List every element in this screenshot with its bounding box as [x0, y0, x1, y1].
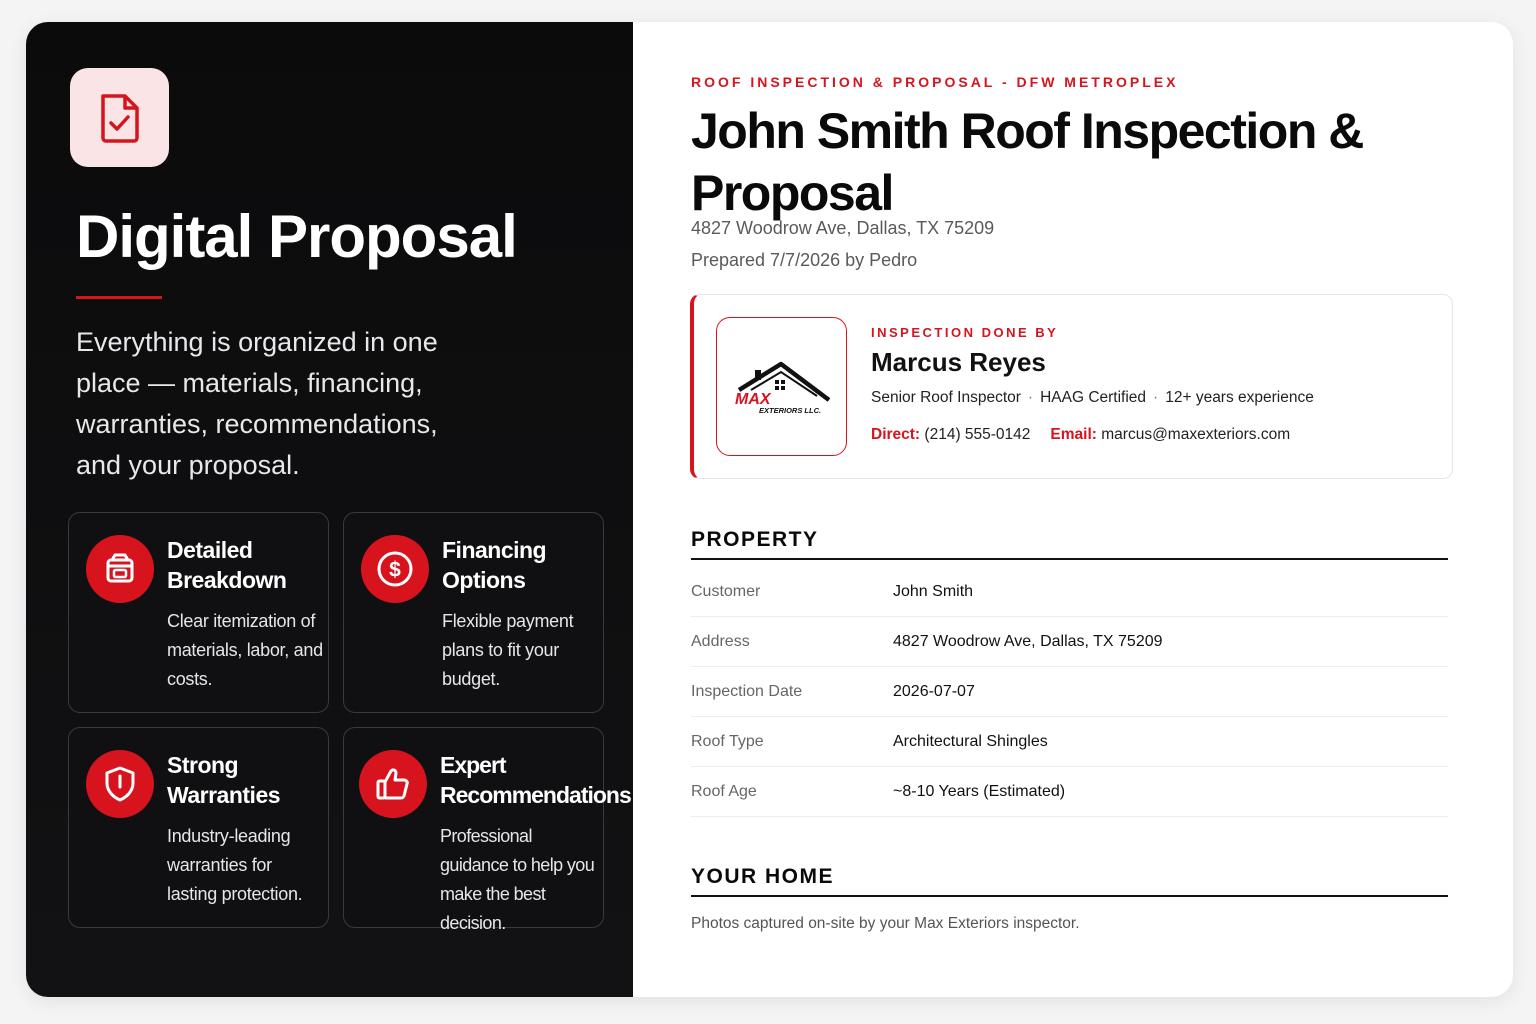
eyebrow-text: ROOF INSPECTION & PROPOSAL - DFW METROPLEX: [691, 74, 1179, 90]
feature-card-breakdown: [68, 512, 329, 713]
left-description: Everything is organized in one place — materials, financing, warranties, recommendations, and your proposal.: [76, 327, 438, 480]
inspector-label: INSPECTION DONE BY: [871, 325, 1059, 340]
logo-text: MAX: [735, 391, 771, 408]
email-link[interactable]: marcus@maxexteriors.com: [1101, 426, 1291, 443]
property-table: [691, 567, 1448, 817]
shield-icon: [86, 750, 154, 818]
inspector-name: Marcus Reyes: [871, 347, 1046, 377]
row-value: 2026-07-07: [893, 683, 975, 700]
table-row: [691, 717, 1448, 767]
feature-title: Detailed Breakdown: [167, 537, 287, 593]
table-row: [691, 667, 1448, 717]
thumbs-up-icon: [359, 750, 427, 818]
inspector-cert: HAAG Certified: [1040, 389, 1147, 406]
feature-title: Financing Options: [442, 537, 547, 593]
feature-card-warranties: [68, 727, 329, 928]
table-row: [691, 567, 1448, 617]
meta-separator: ·: [1153, 389, 1159, 406]
document-check-icon: [97, 92, 143, 144]
table-row: [691, 767, 1448, 817]
feature-card-recommendations: [343, 727, 631, 933]
company-logo: [716, 317, 847, 456]
feature-card-financing: [343, 512, 604, 713]
inspector-contact: [871, 426, 1290, 444]
direct-label: Direct:: [871, 426, 921, 443]
home-photos-note: Photos captured on-site by your Max Exteriors inspector.: [691, 915, 1080, 932]
section-heading-your-home: YOUR HOME: [691, 865, 1448, 897]
title-underline: [76, 296, 162, 299]
inspector-card: [690, 294, 1453, 479]
left-panel: [26, 22, 633, 997]
row-key: Customer: [691, 583, 761, 600]
feature-title: Expert Recommendations: [440, 752, 631, 808]
row-value: John Smith: [893, 583, 974, 600]
feature-desc: Industry-leading warranties for lasting protection.: [167, 826, 303, 904]
feature-desc: Flexible payment plans to fit your budget.: [442, 611, 574, 689]
dollar-icon: [361, 535, 429, 603]
left-title: Digital Proposal: [76, 203, 517, 270]
row-value: ~8-10 Years (Estimated): [893, 783, 1066, 800]
meta-separator: ·: [1027, 389, 1034, 406]
feature-title: Strong Warranties: [167, 752, 281, 808]
house-logo-icon: [717, 318, 845, 454]
row-value: 4827 Woodrow Ave, Dallas, TX 75209: [893, 633, 1163, 650]
section-heading-property: PROPERTY: [691, 528, 1448, 560]
document-check-badge: [70, 68, 169, 167]
box-icon: [86, 535, 154, 603]
header-address: 4827 Woodrow Ave, Dallas, TX 75209: [691, 218, 995, 238]
feature-desc: Clear itemization of materials, labor, and costs.: [167, 611, 323, 689]
svg-text:$: $: [389, 558, 401, 582]
row-value: Architectural Shingles: [893, 733, 1048, 750]
inspector-experience: 12+ years experience: [1165, 389, 1314, 406]
direct-phone-link[interactable]: (214) 555-0142: [924, 426, 1031, 443]
page-title: John Smith Roof Inspection & Proposal: [691, 103, 1363, 221]
row-key: Roof Age: [691, 783, 757, 800]
feature-desc: Professional guidance to help you make the best decision.: [440, 826, 595, 933]
table-row: [691, 617, 1448, 667]
logo-subtext: EXTERIORS LLC.: [759, 406, 822, 415]
row-key: Address: [691, 633, 750, 650]
inspector-role: Senior Roof Inspector: [871, 389, 1021, 406]
row-key: Inspection Date: [691, 683, 803, 700]
email-label: Email:: [1050, 426, 1097, 443]
inspector-meta: [871, 389, 1314, 407]
prepared-by: Prepared 7/7/2026 by Pedro: [691, 250, 918, 270]
row-key: Roof Type: [691, 733, 764, 750]
proposal-card: [26, 22, 1513, 997]
